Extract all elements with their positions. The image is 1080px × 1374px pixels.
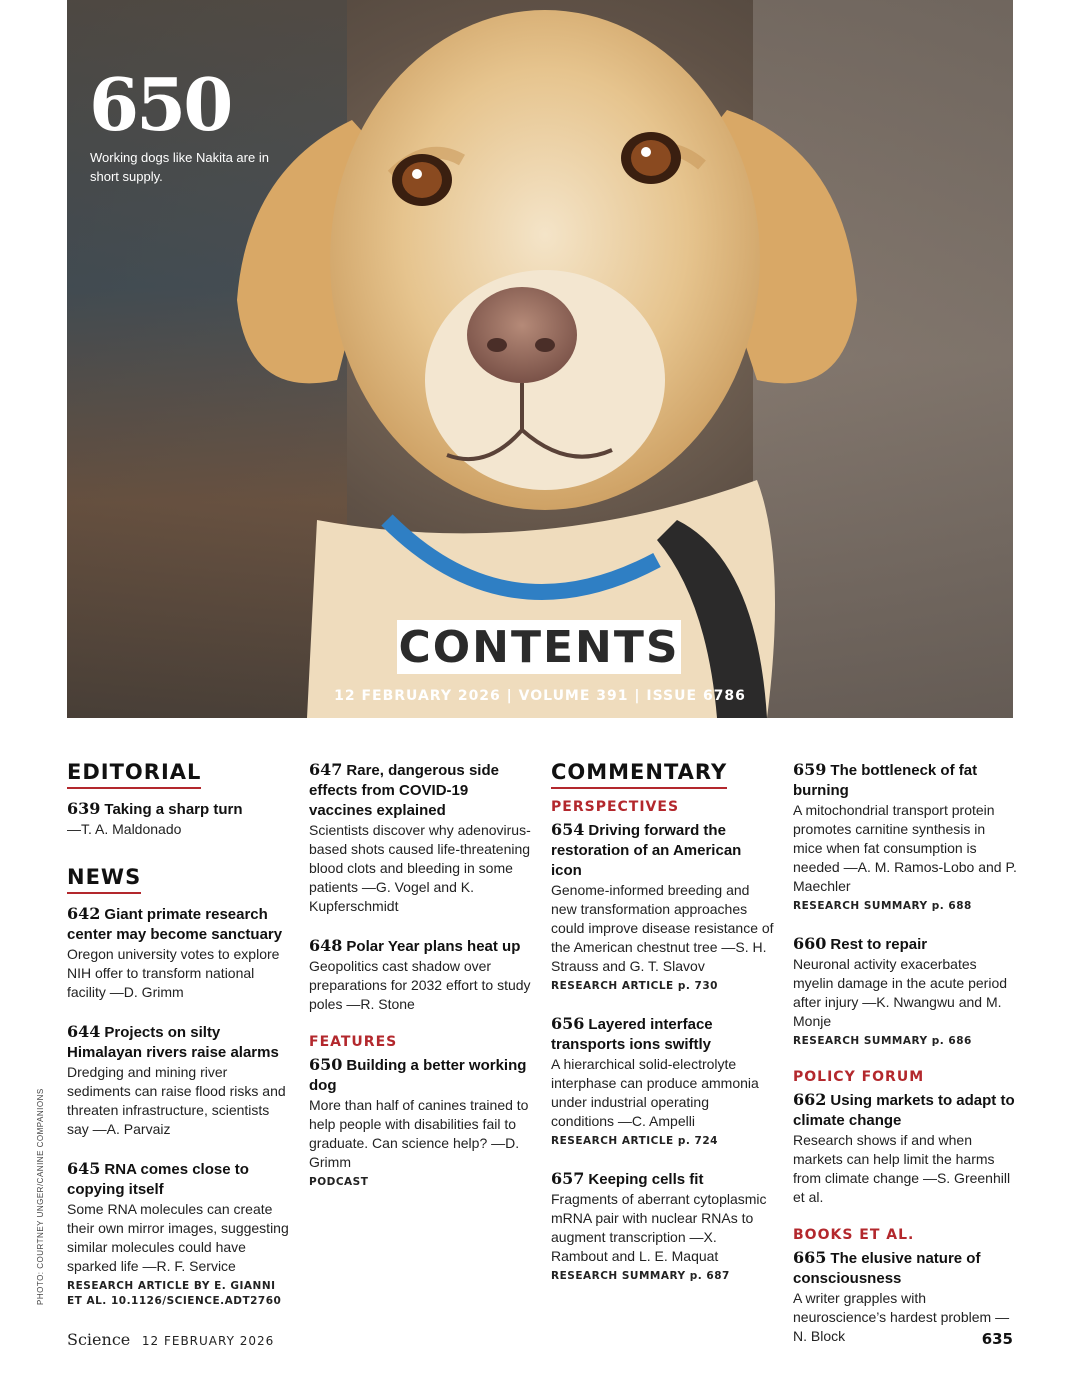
toc-item[interactable] bbox=[67, 904, 291, 1002]
item-summary: Neuronal activity exacerbates myelin damage in the acute period after injury —K. Nwangwu and M. Monje bbox=[793, 956, 1008, 1029]
section-heading-commentary: COMMENTARY bbox=[551, 760, 727, 789]
item-page-number: 659 bbox=[793, 760, 827, 779]
item-page-number: 662 bbox=[793, 1090, 827, 1109]
item-page-number: 654 bbox=[551, 820, 585, 839]
item-summary: —T. A. Maldonado bbox=[67, 821, 182, 837]
item-title bbox=[793, 1090, 1017, 1131]
column-editorial-news bbox=[67, 760, 291, 1329]
item-page-number: 650 bbox=[309, 1055, 343, 1074]
photo-credit-text: PHOTO: COURTNEY UNGER/CANINE COMPANIONS bbox=[36, 1088, 45, 1305]
item-title bbox=[309, 936, 533, 957]
item-page-number: 657 bbox=[551, 1169, 585, 1188]
toc-item[interactable] bbox=[309, 936, 533, 1014]
cover-story-page-number: 650 bbox=[89, 62, 231, 147]
footer-date: 12 FEBRUARY 2026 bbox=[141, 1334, 275, 1348]
item-title bbox=[67, 799, 291, 820]
journal-name: Science bbox=[67, 1330, 131, 1349]
item-headline: Projects on silty Himalayan rivers raise alarms bbox=[67, 1024, 279, 1061]
toc-item[interactable] bbox=[793, 934, 1017, 1049]
item-summary: Geopolitics cast shadow over preparations for 2032 effort to study poles —R. Stone bbox=[309, 958, 531, 1012]
section-heading-features: FEATURES bbox=[309, 1034, 398, 1050]
cover-photo bbox=[67, 0, 1013, 718]
item-headline: Rare, dangerous side effects from COVID-19 vaccines explained bbox=[309, 762, 499, 819]
item-title bbox=[793, 1248, 1017, 1289]
column-commentary bbox=[551, 760, 775, 1304]
column-perspectives-policy-books bbox=[793, 760, 1017, 1366]
item-page-number: 665 bbox=[793, 1248, 827, 1267]
toc-item[interactable] bbox=[67, 1159, 291, 1309]
item-summary: Scientists discover why adenovirus-based shots caused life-threatening blood clots and bleeding in some patients —G. Vogel and K. Kupferschmidt bbox=[309, 822, 531, 914]
item-page-number: 660 bbox=[793, 934, 827, 953]
issue-info: 12 FEBRUARY 2026 | VOLUME 391 | ISSUE 6786 bbox=[334, 688, 746, 704]
toc-item[interactable] bbox=[551, 820, 775, 994]
toc-item[interactable] bbox=[793, 760, 1017, 914]
item-page-number: 644 bbox=[67, 1022, 101, 1041]
item-research-link[interactable]: RESEARCH SUMMARY p. 686 bbox=[793, 1035, 972, 1047]
item-title bbox=[793, 934, 1017, 955]
item-page-number: 639 bbox=[67, 799, 101, 818]
item-title bbox=[309, 760, 533, 821]
item-summary: Dredging and mining river sediments can raise flood risks and threaten infrastructure, scientists say —A. Parvaiz bbox=[67, 1064, 286, 1137]
item-headline: Driving forward the restoration of an American icon bbox=[551, 822, 742, 879]
section-heading-policy-forum: POLICY FORUM bbox=[793, 1069, 925, 1085]
item-title bbox=[551, 1014, 775, 1055]
item-page-number: 648 bbox=[309, 936, 343, 955]
section-heading-books: BOOKS ET AL. bbox=[793, 1227, 915, 1243]
item-headline: Using markets to adapt to climate change bbox=[793, 1092, 1015, 1129]
item-research-link[interactable]: RESEARCH SUMMARY p. 688 bbox=[793, 900, 972, 912]
toc-item[interactable] bbox=[67, 799, 291, 839]
toc-item[interactable] bbox=[551, 1014, 775, 1149]
item-title bbox=[551, 1169, 775, 1190]
item-summary: A mitochondrial transport protein promotes carnitine synthesis in mice when fat consumption is needed —A. M. Ramos-Lobo and P. Maechler bbox=[793, 802, 1017, 894]
item-summary: More than half of canines trained to help people with disabilities fail to graduate. Can science help? —D. Grimm bbox=[309, 1097, 529, 1170]
item-page-number: 647 bbox=[309, 760, 343, 779]
item-headline: Layered interface transports ions swiftly bbox=[551, 1016, 713, 1053]
item-page-number: 642 bbox=[67, 904, 101, 923]
item-summary: Fragments of aberrant cytoplasmic mRNA pair with nuclear RNAs to augment transcription —X. Rambout and L. E. Maquat bbox=[551, 1191, 767, 1264]
item-title bbox=[309, 1055, 533, 1096]
contents-title: CONTENTS bbox=[398, 621, 680, 673]
item-title bbox=[67, 904, 291, 945]
subsection-heading-perspectives: PERSPECTIVES bbox=[551, 799, 680, 815]
toc-item[interactable] bbox=[67, 1022, 291, 1139]
item-summary: Research shows if and when markets can help limit the harms from climate change —S. Greenhill et al. bbox=[793, 1132, 1011, 1205]
toc-item[interactable] bbox=[309, 1055, 533, 1190]
item-headline: Giant primate research center may become sanctuary bbox=[67, 906, 283, 943]
item-headline: Polar Year plans heat up bbox=[346, 938, 521, 955]
toc-item[interactable] bbox=[551, 1169, 775, 1284]
item-page-number: 656 bbox=[551, 1014, 585, 1033]
item-summary: A hierarchical solid-electrolyte interphase can produce ammonia under industrial operating conditions —C. Ampelli bbox=[551, 1056, 759, 1129]
item-podcast-link[interactable]: PODCAST bbox=[309, 1176, 369, 1188]
item-title bbox=[793, 760, 1017, 801]
toc-item[interactable] bbox=[309, 760, 533, 916]
item-headline: Taking a sharp turn bbox=[104, 801, 243, 818]
item-headline: The elusive nature of consciousness bbox=[793, 1250, 981, 1287]
item-summary: Oregon university votes to explore NIH offer to transform national facility —D. Grimm bbox=[67, 946, 280, 1000]
column-news-features bbox=[309, 760, 533, 1210]
item-summary: Genome-informed breeding and new transformation approaches could improve disease resistance of the American chestnut tree —S. H. Strauss and G. T. Slavov bbox=[551, 882, 774, 974]
page-number: 635 bbox=[981, 1330, 1013, 1348]
item-title bbox=[67, 1022, 291, 1063]
item-title bbox=[551, 820, 775, 881]
item-headline: Building a better working dog bbox=[309, 1057, 527, 1094]
cover-caption: Working dogs like Nakita are in short supply. bbox=[90, 150, 269, 184]
item-headline: Rest to repair bbox=[830, 936, 928, 953]
footer-masthead bbox=[67, 1330, 274, 1349]
contents-title-box bbox=[397, 620, 681, 674]
item-summary: Some RNA molecules can create their own mirror images, suggesting similar molecules could have sparked life —R. F. Service bbox=[67, 1201, 289, 1274]
item-research-link[interactable]: RESEARCH ARTICLE BY E. GIANNI ET AL. 10.1126/SCIENCE.ADT2760 bbox=[67, 1280, 282, 1307]
item-page-number: 645 bbox=[67, 1159, 101, 1178]
item-headline: RNA comes close to copying itself bbox=[67, 1161, 249, 1198]
section-heading-news: NEWS bbox=[67, 865, 141, 894]
item-research-link[interactable]: RESEARCH ARTICLE p. 730 bbox=[551, 980, 718, 992]
section-heading-editorial: EDITORIAL bbox=[67, 760, 201, 789]
item-headline: The bottleneck of fat burning bbox=[793, 762, 978, 799]
item-research-link[interactable]: RESEARCH SUMMARY p. 687 bbox=[551, 1270, 730, 1282]
item-summary: A writer grapples with neuroscience’s hardest problem —N. Block bbox=[793, 1290, 1010, 1344]
toc-item[interactable] bbox=[793, 1090, 1017, 1207]
item-title bbox=[67, 1159, 291, 1200]
item-headline: Keeping cells fit bbox=[588, 1171, 704, 1188]
photo-credit bbox=[36, 1088, 46, 1310]
item-research-link[interactable]: RESEARCH ARTICLE p. 724 bbox=[551, 1135, 718, 1147]
